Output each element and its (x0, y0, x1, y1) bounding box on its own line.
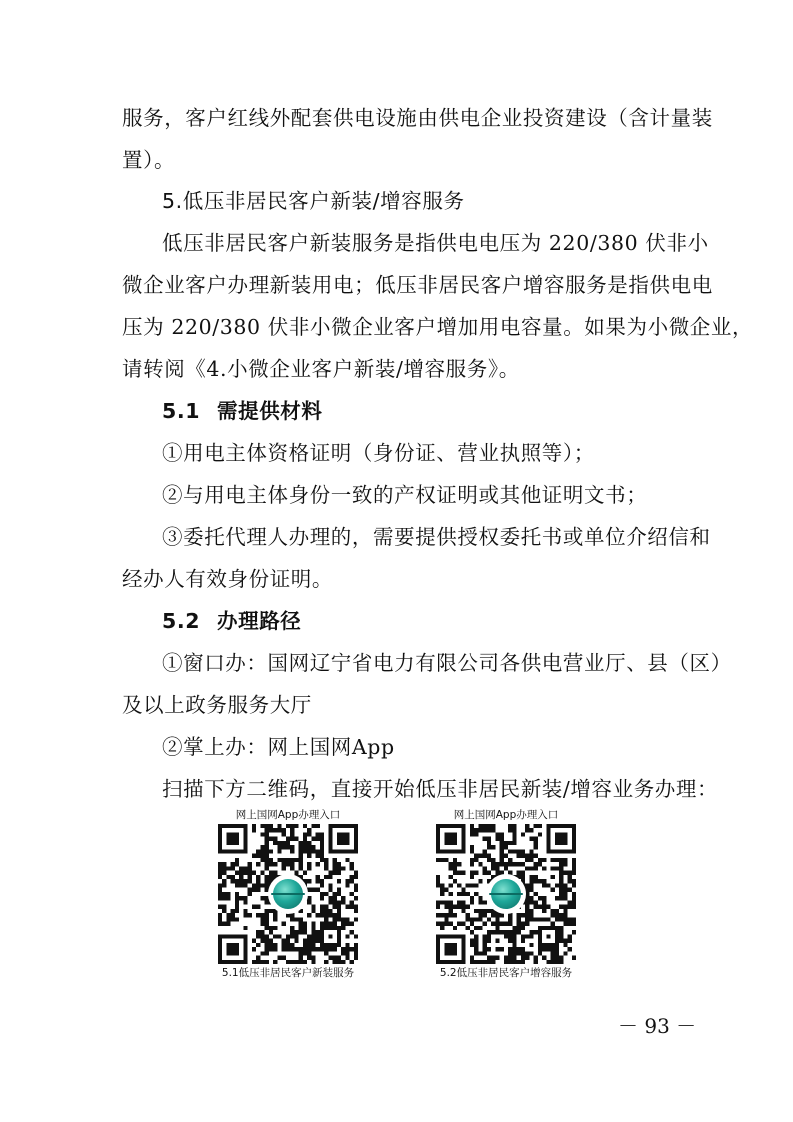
page-number: － 93 － (618, 1014, 697, 1038)
section-title: 5.低压非居民客户新装/增容服务 (162, 189, 465, 213)
qr-caption: 5.2低压非居民客户增容服务 (439, 967, 573, 979)
qr-code-card (208, 808, 368, 980)
qr-title: 网上国网App办理入口 (453, 809, 559, 821)
qr-caption: 5.1低压非居民客户新装服务 (221, 967, 355, 979)
route-item: ①窗口办：国网辽宁省电力有限公司各供电营业厅、县（区） (162, 651, 732, 675)
paragraph-line: 请转阅《4.小微企业客户新装/增容服务》。 (122, 357, 520, 381)
route-item: ②掌上办：网上国网App (162, 735, 395, 759)
body-line: 服务，客户红线外配套供电设施由供电企业投资建设（含计量装 (122, 106, 713, 130)
qr-code-card (426, 808, 586, 980)
qr-title: 网上国网App办理入口 (235, 809, 341, 821)
subsection-number: 5.2 (162, 609, 201, 633)
list-item: ③委托代理人办理的，需要提供授权委托书或单位介绍信和 (162, 525, 711, 549)
subsection-number: 5.1 (162, 399, 201, 423)
subsection-heading (162, 606, 682, 636)
state-grid-logo-icon (486, 874, 526, 914)
subsection-title: 需提供材料 (217, 399, 323, 423)
qr-code-image[interactable] (436, 824, 576, 964)
body-line: 置）。 (122, 148, 176, 172)
paragraph-line: 微企业客户办理新装用电；低压非居民客户增容服务是指供电电 (122, 273, 713, 297)
paragraph-line: 低压非居民客户新装服务是指供电电压为 220/380 伏非小 (162, 231, 709, 255)
subsection-title: 办理路径 (217, 609, 302, 633)
subsection-heading (162, 396, 682, 426)
list-item: 经办人有效身份证明。 (122, 567, 333, 591)
list-item: ②与用电主体身份一致的产权证明或其他证明文书； (162, 483, 648, 507)
qr-code-image[interactable] (218, 824, 358, 964)
paragraph-line: 压为 220/380 伏非小微企业客户增加用电容量。如果为小微企业， (122, 315, 754, 339)
list-item: ①用电主体资格证明（身份证、营业执照等）； (162, 441, 595, 465)
state-grid-logo-icon (268, 874, 308, 914)
route-item: 及以上政务服务大厅 (122, 693, 312, 717)
scan-instruction: 扫描下方二维码，直接开始低压非居民新装/增容业务办理： (162, 777, 719, 801)
